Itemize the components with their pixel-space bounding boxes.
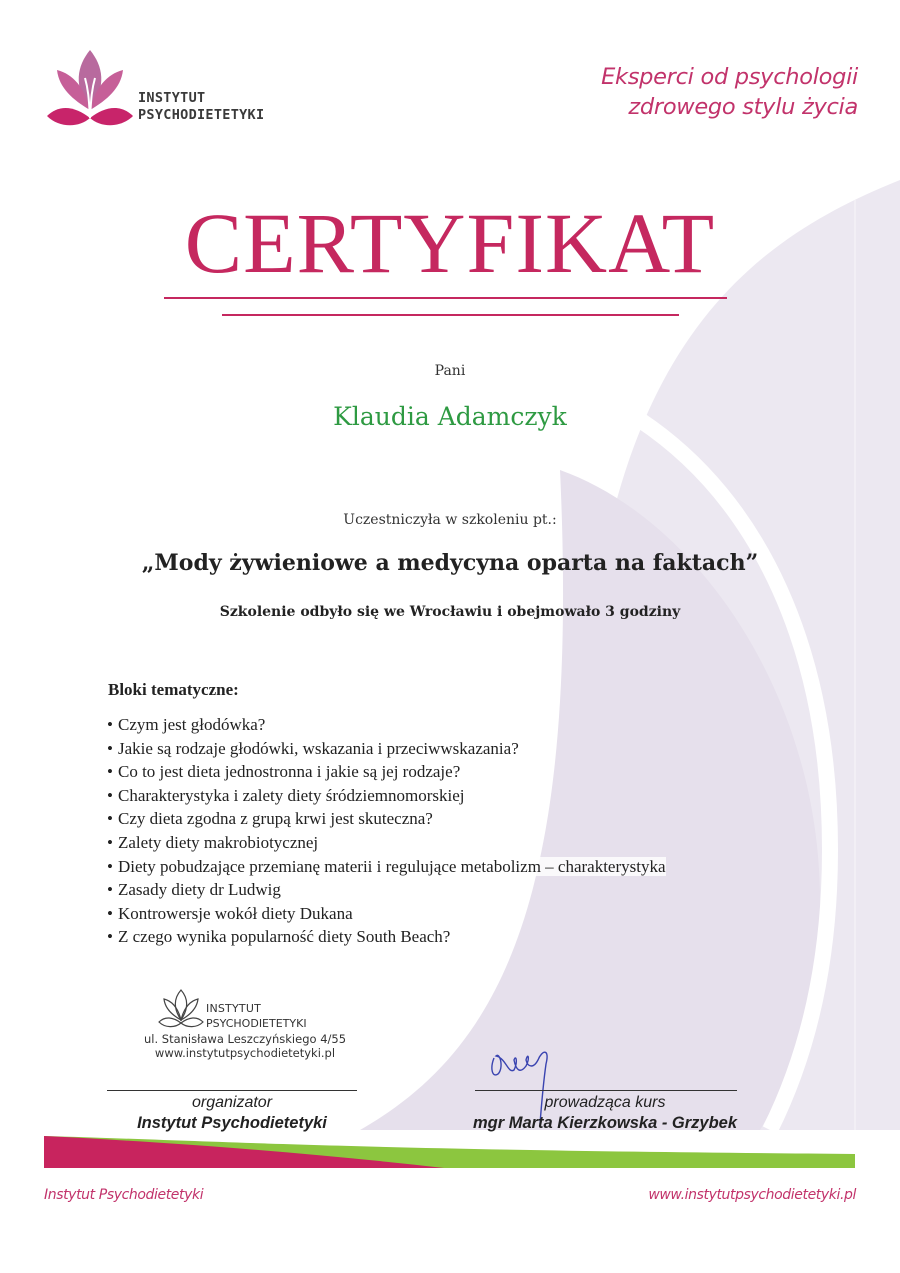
list-item: • Zasady diety dr Ludwig: [107, 878, 666, 902]
stamp-website: www.instytutpsychodietetyki.pl: [154, 1046, 336, 1060]
list-item: • Diety pobudzające przemianę materii i regulujące metabolizm – charakterystyka: [107, 855, 666, 879]
slogan: [601, 62, 858, 122]
bullet-icon: •: [107, 832, 113, 852]
title-underline-1: [164, 297, 727, 299]
organizer-label: organizator: [191, 1094, 273, 1111]
participated-text: Uczestniczyła w szkoleniu pt.:: [343, 512, 557, 528]
salutation: Pani: [434, 363, 466, 379]
instructor-name: mgr Marta Kierzkowska - Grzybek: [472, 1114, 738, 1132]
organizer-signature-line: [107, 1090, 357, 1091]
recipient-name: Klaudia Adamczyk: [333, 402, 567, 431]
slogan-line-1: Eksperci od psychologii: [601, 64, 858, 90]
bullet-icon: •: [107, 903, 113, 923]
topics-list: [107, 713, 666, 949]
stamp-line-1: INSTYTUT: [206, 1002, 261, 1015]
logo-line-2: PSYCHODIETETYKI: [138, 107, 265, 123]
bullet-icon: •: [107, 880, 113, 900]
footer-organization: Instytut Psychodietetyki: [44, 1187, 204, 1203]
bullet-icon: •: [107, 738, 113, 758]
logo-text: [138, 90, 264, 124]
organizer-name: Instytut Psychodietetyki: [137, 1114, 327, 1132]
title-underline-2: [222, 314, 679, 316]
list-item: • Co to jest dieta jednostronna i jakie są jej rodzaje?: [107, 760, 666, 784]
instructor-signature-line: [475, 1090, 737, 1091]
bottom-color-band: [44, 1136, 855, 1168]
stamp-line-2: PSYCHODIETETYKI: [206, 1017, 307, 1030]
stamp-address: ul. Stanisława Leszczyńskiego 4/55: [143, 1032, 347, 1046]
bullet-icon: •: [107, 927, 113, 947]
certificate-title: CERTYFIKAT: [184, 195, 716, 291]
list-item: • Jakie są rodzaje głodówki, wskazania i przeciwwskazania?: [107, 737, 666, 761]
list-item: • Zalety diety makrobiotycznej: [107, 831, 666, 855]
bullet-icon: •: [107, 809, 113, 829]
topics-heading: Bloki tematyczne:: [108, 680, 239, 699]
footer-website: www.instytutpsychodietetyki.pl: [648, 1187, 856, 1203]
instructor-label: prowadząca kurs: [544, 1094, 666, 1111]
slogan-line-2: zdrowego stylu życia: [628, 94, 858, 120]
list-item: • Charakterystyka i zalety diety śródziemnomorskiej: [107, 784, 666, 808]
logo-line-1: INSTYTUT: [138, 90, 206, 106]
lotus-logo-icon: [45, 48, 135, 130]
bullet-icon: •: [107, 762, 113, 782]
list-item: • Z czego wynika popularność diety South Beach?: [107, 925, 666, 949]
course-title: „Mody żywieniowe a medycyna oparta na faktach”: [141, 550, 759, 576]
list-item: • Kontrowersje wokół diety Dukana: [107, 902, 666, 926]
list-item: • Czym jest głodówka?: [107, 713, 666, 737]
course-info: Szkolenie odbyło się we Wrocławiu i obejmowało 3 godziny: [219, 604, 681, 620]
stamp-lotus-icon: [158, 988, 204, 1028]
bullet-icon: •: [107, 715, 113, 734]
list-item: • Czy dieta zgodna z grupą krwi jest skuteczna?: [107, 807, 666, 831]
bullet-icon: •: [107, 856, 113, 876]
bullet-icon: •: [107, 785, 113, 805]
